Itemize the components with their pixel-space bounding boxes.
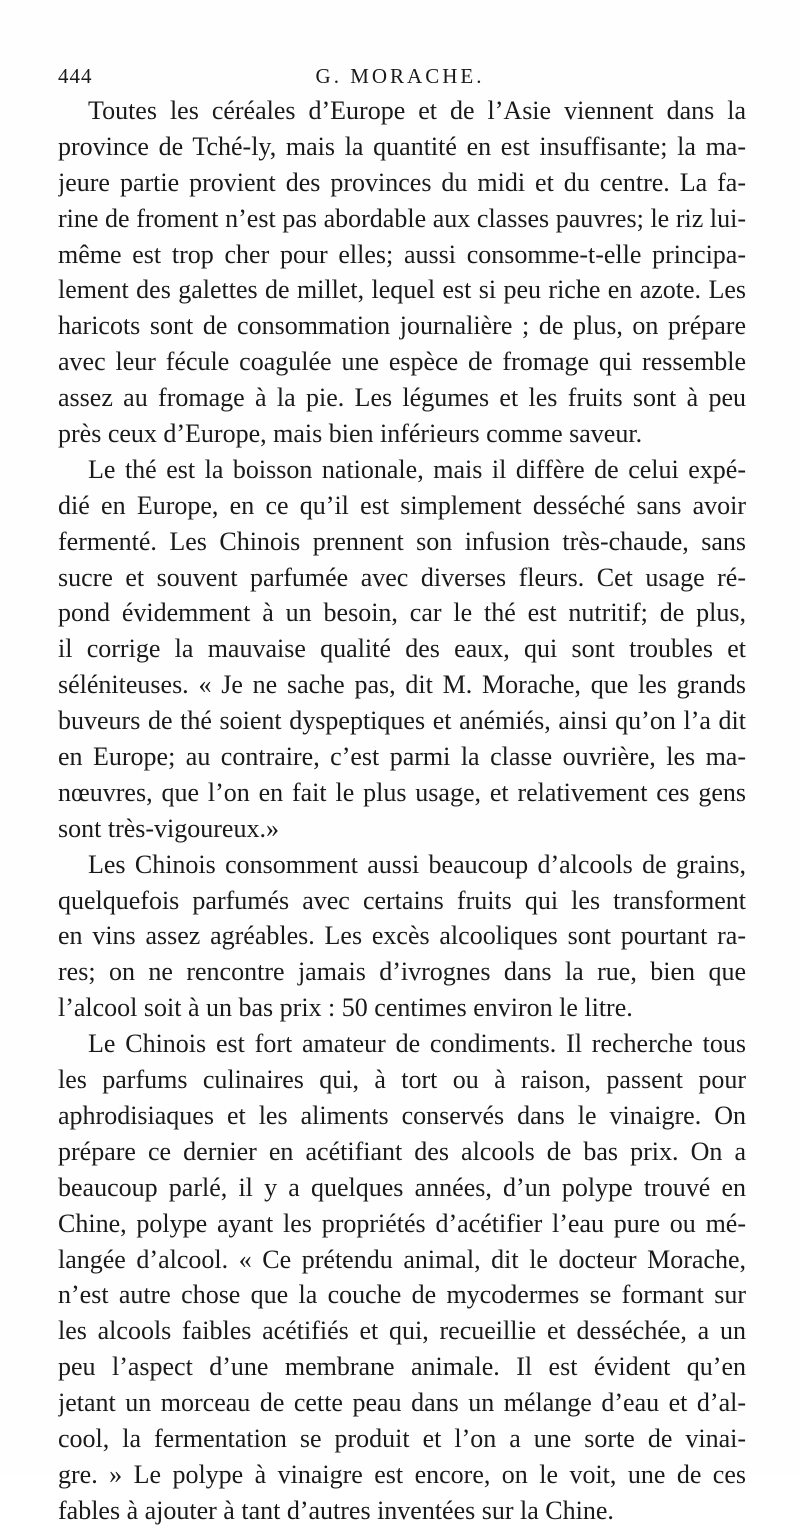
text-line: beaucoup parlé, il y a quelques années, d’un polype trouvé en [58, 1172, 746, 1202]
text-line: Le Chinois est fort amateur de condiments. Il recherche tous [88, 1029, 746, 1059]
text-line: les parfums culinaires qui, à tort ou à raison, passent pour [58, 1065, 746, 1095]
paragraph [58, 452, 746, 847]
text-line: pond évidemment à un besoin, car le thé est nutritif; de plus, [58, 598, 746, 628]
text-line: séléniteuses. « Je ne sache pas, dit M. Morache, que les grands [58, 670, 746, 700]
text-line: fermenté. Les Chinois prennent son infusion très-chaude, sans [58, 526, 746, 556]
text-line: res; on ne rencontre jamais d’ivrognes dans la rue, bien que [58, 957, 746, 987]
text-line: lement des galettes de millet, lequel est si peu riche en azote. Les [58, 275, 746, 305]
text-line: prépare ce dernier en acétifiant des alcools de bas prix. On a [58, 1136, 746, 1166]
text-line: en vins assez agréables. Les excès alcooliques sont pourtant ra- [58, 921, 746, 951]
text-line: fables à ajouter à tant d’autres inventées sur la Chine. [58, 1495, 614, 1525]
text-line: sucre et souvent parfumée avec diverses fleurs. Cet usage ré- [58, 562, 746, 592]
text-line: province de Tché-ly, mais la quantité en est insuffisante; la ma- [58, 131, 746, 161]
text-line: jetant un morceau de cette peau dans un mélange d’eau et d’al- [58, 1388, 746, 1418]
text-line: quelquefois parfumés avec certains fruits qui les transforment [58, 885, 746, 915]
text-line: dié en Europe, en ce qu’il est simplement desséché sans avoir [58, 490, 746, 520]
body-text [58, 93, 746, 1529]
text-line: langée d’alcool. « Ce prétendu animal, dit le docteur Morache, [58, 1244, 746, 1274]
text-line: peu l’aspect d’une membrane animale. Il est évident qu’en [58, 1352, 746, 1382]
running-title: G. MORACHE. [315, 64, 485, 88]
paragraph [58, 93, 746, 452]
text-line: il corrige la mauvaise qualité des eaux, qui sont troubles et [58, 634, 746, 664]
paragraph [58, 1026, 746, 1528]
running-head [58, 64, 742, 94]
text-line: même est trop cher pour elles; aussi consomme-t-elle principa- [58, 239, 746, 269]
text-line: haricots sont de consommation journalière ; de plus, on prépare [58, 311, 746, 341]
text-line: les alcools faibles acétifiés et qui, recueillie et desséchée, a un [58, 1316, 746, 1346]
text-line: nœuvres, que l’on en fait le plus usage, et relativement ces gens [58, 777, 746, 807]
text-line: assez au fromage à la pie. Les légumes et les fruits sont à peu [58, 383, 746, 413]
text-line: avec leur fécule coagulée une espèce de fromage qui ressemble [58, 347, 746, 377]
text-line: près ceux d’Europe, mais bien inférieurs comme saveur. [58, 419, 643, 449]
text-line: aphrodisiaques et les aliments conservés dans le vinaigre. On [58, 1100, 746, 1130]
text-line: jeure partie provient des provinces du midi et du centre. La fa- [58, 167, 746, 197]
text-line: Les Chinois consomment aussi beaucoup d’alcools de grains, [88, 849, 746, 879]
text-line: l’alcool soit à un bas prix : 50 centimes environ le litre. [58, 993, 633, 1023]
text-line: n’est autre chose que la couche de mycodermes se formant sur [58, 1280, 746, 1310]
text-line: Toutes les céréales d’Europe et de l’Asie viennent dans la [88, 96, 746, 125]
text-line: en Europe; au contraire, c’est parmi la classe ouvrière, les ma- [58, 742, 746, 772]
text-line: sont très-vigoureux.» [58, 813, 279, 843]
text-line: rine de froment n’est pas abordable aux classes pauvres; le riz lui- [58, 203, 746, 233]
text-line: cool, la fermentation se produit et l’on a une sorte de vinai- [58, 1423, 746, 1453]
paragraph [58, 847, 746, 1026]
text-line: Chine, polype ayant les propriétés d’acétifier l’eau pure ou mé- [58, 1208, 746, 1238]
text-line: buveurs de thé soient dyspeptiques et anémiés, ainsi qu’on l’a dit [58, 706, 746, 736]
text-line: gre. » Le polype à vinaigre est encore, on le voit, une de ces [58, 1459, 746, 1489]
page-number: 444 [58, 64, 93, 88]
text-line: Le thé est la boisson nationale, mais il diffère de celui expé- [88, 454, 746, 484]
